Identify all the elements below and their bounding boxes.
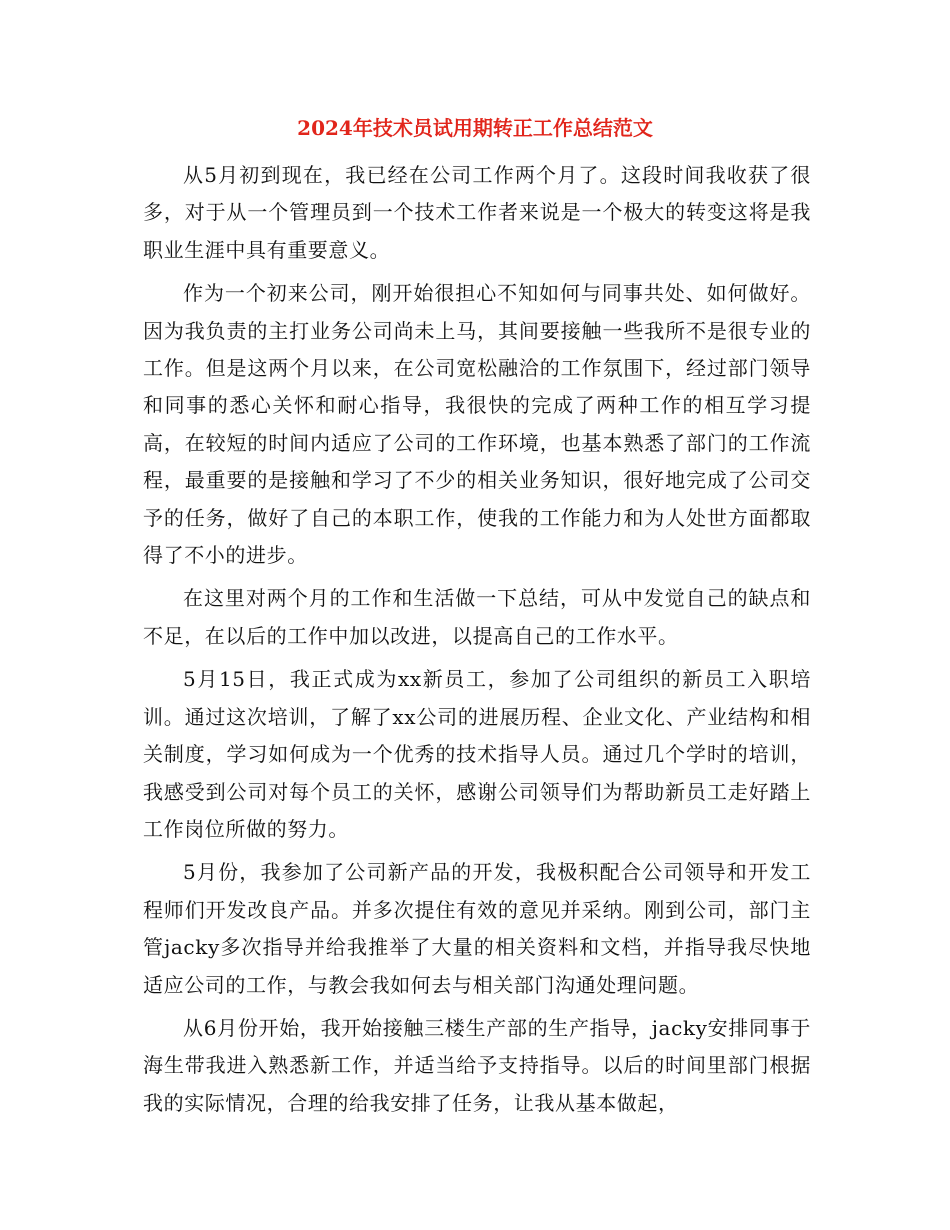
- paragraph-6: 从6月份开始，我开始接触三楼生产部的生产指导，jacky安排同事于海生带我进入熟悉新工作，并适当给予支持指导。以后的时间里部门根据我的实际情况，合理的给我安排了任务，让我从基本做起，: [143, 1015, 811, 1115]
- document-title: 2024年技术员试用期转正工作总结范文: [297, 116, 653, 140]
- paragraph-2: 作为一个初来公司，刚开始很担心不知如何与同事共处、如何做好。因为我负责的主打业务公司尚未上马，其间要接触一些我所不是很专业的工作。但是这两个月以来，在公司宽松融洽的工作氛围下，经过部门领导和同事的悉心关怀和耐心指导，我很快的完成了两种工作的相互学习提高，在较短的时间内适应了公司的工作环境，也基本熟悉了部门的工作流程，最重要的是接触和学习了不少的相关业务知识，很好地完成了公司交予的任务，做好了自己的本职工作，使我的工作能力和为人处世方面都取得了不小的进步。: [143, 281, 811, 568]
- paragraph-4: 5月15日，我正式成为xx新员工，参加了公司组织的新员工入职培训。通过这次培训，了解了xx公司的进展历程、企业文化、产业结构和相关制度，学习如何成为一个优秀的技术指导人员。通过几个学时的培训，我感受到公司对每个员工的关怀，感谢公司领导们为帮助新员工走好踏上工作岗位所做的努力。: [143, 667, 811, 841]
- paragraph-5: 5月份，我参加了公司新产品的开发，我极积配合公司领导和开发工程师们开发改良产品。并多次提住有效的意见并采纳。刚到公司，部门主管jacky多次指导并给我推举了大量的相关资料和文档，并指导我尽快地适应公司的工作，与教会我如何去与相关部门沟通处理问题。: [143, 860, 811, 997]
- paragraph-3: 在这里对两个月的工作和生活做一下总结，可从中发觉自己的缺点和不足，在以后的工作中加以改进，以提高自己的工作水平。: [143, 586, 811, 648]
- document-body: [143, 157, 811, 1128]
- paragraph-1: 从5月初到现在，我已经在公司工作两个月了。这段时间我收获了很多，对于从一个管理员到一个技术工作者来说是一个极大的转变这将是我职业生涯中具有重要意义。: [143, 163, 811, 262]
